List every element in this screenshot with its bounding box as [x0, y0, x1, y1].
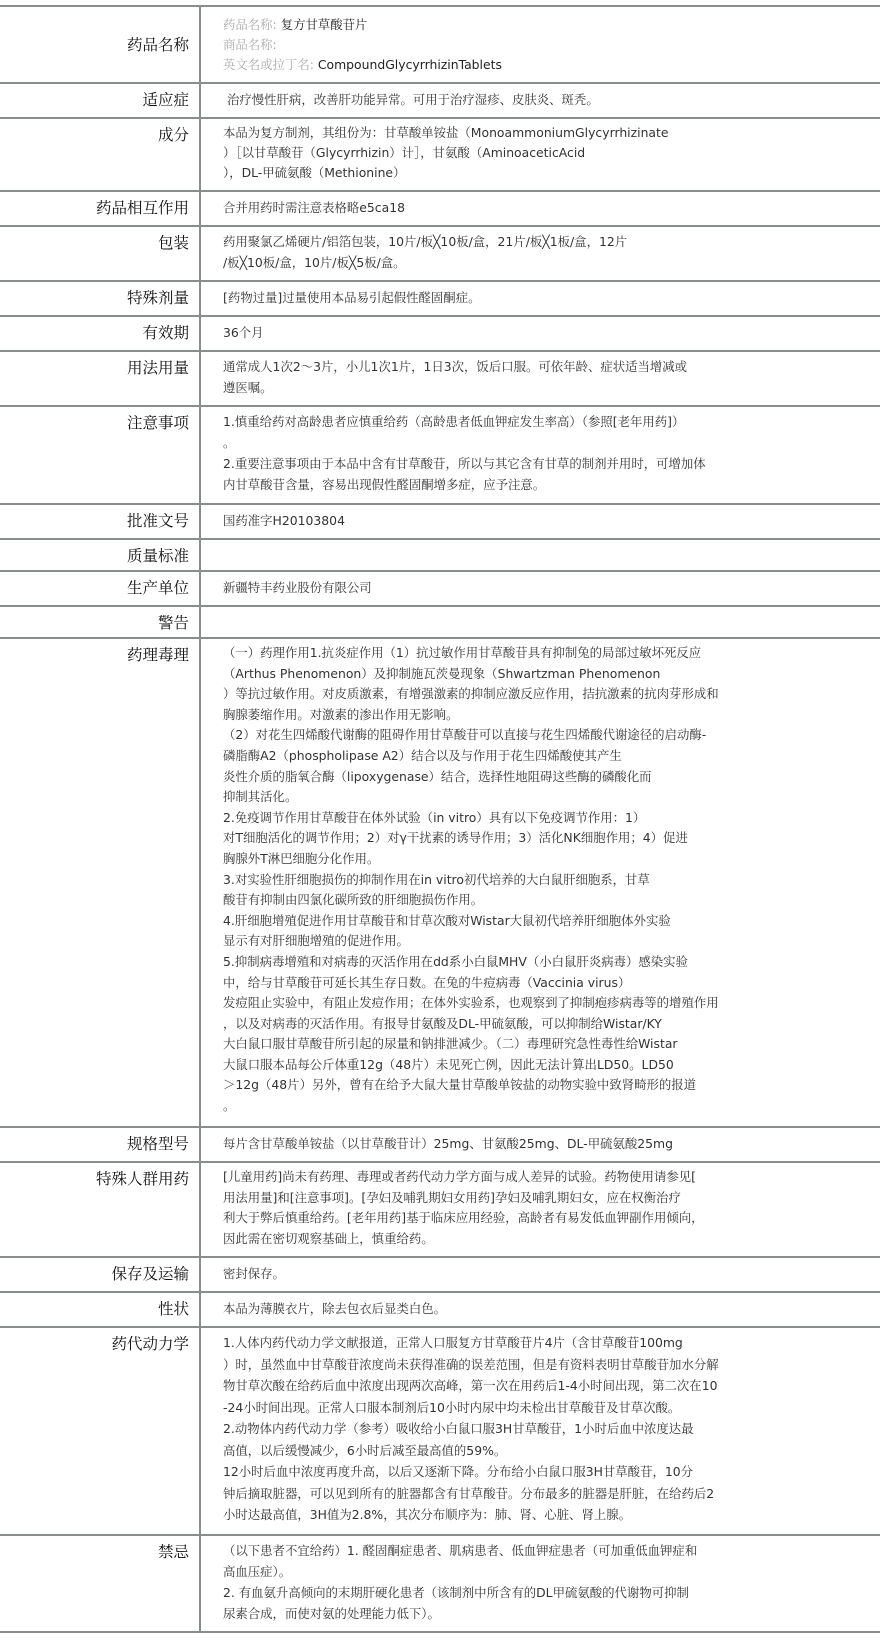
contraindications-line: 高血压症）。 [223, 1564, 292, 1579]
indication-line: 治疗慢性肝病，改善肝功能异常。可用于治疗湿疹、皮肤炎、斑秃。 [227, 92, 599, 107]
label-quality: 质量标准 [0, 539, 200, 571]
row-ingredients [0, 118, 880, 191]
pharmacology-line: 3.对实验性肝细胞损伤的抑制作用在in vitro初代培养的大白鼠肝细胞系，甘草 [223, 871, 650, 887]
approval-line: 国药准字H20103804 [223, 513, 345, 528]
value-pharmacology [200, 638, 880, 1127]
pharmacology-line: 中，给与甘草酸苷可延长其生存日数。在兔的牛痘病毒（Vaccinia virus） [223, 974, 631, 990]
pharmacology-line: 胸腺外T淋巴细胞分化作用。 [223, 850, 380, 866]
pharmacology-line: ）等抗过敏作用。对皮质激素，有增强激素的抑制应激反应作用，拮抗激素的抗肉芽形成和 [223, 686, 719, 702]
ingredients-line: 本品为复方制剂，其组份为：甘草酸单铵盐（MonoammoniumGlycyrrhizinate [223, 125, 669, 140]
row-warning [0, 606, 880, 638]
pharmacology-line: ，以及对病毒的灭活作用。有报导甘氨酸及DL-甲硫氨酸，可以抑制给Wistar/KY [223, 1015, 662, 1031]
manufacturer-line: 新疆特丰药业股份有限公司 [223, 580, 372, 595]
value-storage [200, 1257, 880, 1292]
label-dosage: 用法用量 [0, 351, 200, 406]
contraindications-line: （以下患者不宜给药）1. 醛固酮症患者、肌病患者、低血钾症患者（可加重低血钾症和 [223, 1543, 698, 1558]
pharmacokinetics-line: 高值，以后缓慢减少，6小时后减至最高值的59%。 [223, 1442, 507, 1458]
row-precautions [0, 406, 880, 504]
pharmacokinetics-line: 12小时后血中浓度再度升高，以后又逐渐下降。分布给小白鼠口服3H甘草酸苷，10分 [223, 1464, 694, 1479]
pharmacokinetics-line: 1.人体内药代动力学文献报道，正常人口服复方甘草酸苷片4片（含甘草酸苷100mg [223, 1335, 683, 1350]
appearance-line: 本品为薄膜衣片，除去包衣后显类白色。 [223, 1301, 447, 1316]
label-approval: 批准文号 [0, 504, 200, 539]
packaging-line: /板╳10板/盒，10片/板╳5板/盒。 [223, 255, 406, 270]
pharmacology-line: 炎性介质的脂氧合酶（lipoxygenase）结合，选择性地阻碍这些酶的磷酸化而 [223, 768, 652, 784]
value-appearance [200, 1292, 880, 1327]
label-spec: 规格型号 [0, 1127, 200, 1162]
value-precautions [200, 406, 880, 504]
pharmacokinetics-line: -24小时间出现。正常人口服本制剂后10小时内尿中均未检出甘草酸苷及甘草次酸。 [223, 1399, 681, 1415]
pharmacology-line: 对T细胞活化的调节作用；2）对γ干扰素的诱导作用；3）活化NK细胞作用；4）促进 [223, 830, 688, 846]
special-population-line: 因此需在密切观察基础上，慎重给药。 [223, 1230, 434, 1246]
value-warning [200, 606, 880, 638]
row-packaging [0, 226, 880, 281]
row-drug-name [0, 6, 880, 83]
special-population-line: 用法用量]和[注意事项]。[孕妇及哺乳期妇女用药]孕妇及哺乳期妇女，应在权衡治疗 [223, 1189, 681, 1205]
pharmacokinetics-line: 小时达最高值，3H值为2.8%，其次分布顺序为：肺、肾、心脏、肾上腺。 [223, 1507, 632, 1522]
row-contraindications [0, 1535, 880, 1632]
spec-line: 每片含甘草酸单铵盐（以甘草酸苷计）25mg、甘氨酸25mg、DL-甲硫氨酸25mg [223, 1136, 673, 1151]
row-approval [0, 504, 880, 539]
pharmacology-line: 。 [223, 1098, 236, 1114]
value-indication [200, 83, 880, 118]
value-interactions [200, 191, 880, 226]
label-appearance: 性状 [0, 1292, 200, 1327]
value-special-dose [200, 281, 880, 316]
dosage-line: 通常成人1次2～3片，小儿1次1片，1日3次，饭后口服。可依年龄、症状适当增减或 [223, 359, 688, 374]
value-ingredients [200, 118, 880, 191]
row-indication [0, 83, 880, 118]
pharmacology-line: 大鼠口服本品每公斤体重12g（48片）未见死亡例，因此无法计算出LD50。LD50 [223, 1056, 674, 1072]
value-manufacturer [200, 571, 880, 606]
row-appearance [0, 1292, 880, 1327]
special-population-line: 利大于弊后慎重给药。[老年用药]基于临床应用经验，高龄者有易发低血钾副作用倾向， [223, 1210, 704, 1225]
precautions-line: 内甘草酸苷含量，容易出现假性醛固酮增多症，应予注意。 [223, 477, 546, 492]
row-special-population [0, 1162, 880, 1257]
pharmacology-line: ＞12g（48片）另外，曾有在给予大鼠大量甘草酸单铵盐的动物实验中致肾畸形的报道 [223, 1077, 697, 1093]
generic-name-value: 复方甘草酸苷片 [280, 17, 368, 32]
row-manufacturer [0, 571, 880, 606]
pharmacology-line: （2）对花生四烯酸代谢酶的阻碍作用甘草酸苷可以直接与花生四烯酸代谢途径的启动酶- [223, 727, 707, 743]
value-dosage [200, 351, 880, 406]
value-spec [200, 1127, 880, 1162]
value-quality [200, 539, 880, 571]
pharmacology-line: 4.肝细胞增殖促进作用甘草酸苷和甘草次酸对Wistar大鼠初代培养肝细胞体外实验 [223, 912, 671, 928]
value-approval [200, 504, 880, 539]
pharmacology-line: 酸苷有抑制由四氯化碳所致的肝细胞损伤作用。 [223, 892, 484, 908]
row-pharmacology [0, 638, 880, 1127]
pharmacokinetics-line: ）时，虽然血中甘草酸苷浓度尚未获得准确的误差范围，但是有资料表明甘草酸苷加水分解 [223, 1356, 719, 1372]
ingredients-line: ）［以甘草酸苷（Glycyrrhizin）计］，甘氨酸（AminoaceticAcid [223, 145, 586, 160]
value-drug-name [200, 6, 880, 83]
label-ingredients: 成分 [0, 118, 200, 191]
row-dosage [0, 351, 880, 406]
pharmacology-line: （一）药理作用1.抗炎症作用（1）抗过敏作用甘草酸苷具有抑制兔的局部过敏坏死反应 [223, 645, 702, 660]
pharmacology-line: （Arthus Phenomenon）及抑制施瓦茨曼现象（Shwartzman Phenomenon [223, 665, 661, 681]
row-spec [0, 1127, 880, 1162]
pharmacology-line: 抑制其活化。 [223, 789, 298, 805]
special-dose-line: [药物过量]过量使用本品易引起假性醛固酮症。 [223, 290, 481, 305]
pharmacology-line: 5.抑制病毒增殖和对病毒的灭活作用在dd系小白鼠MHV（小白鼠肝炎病毒）感染实验 [223, 953, 688, 969]
label-manufacturer: 生产单位 [0, 571, 200, 606]
validity-line: 36个月 [223, 325, 264, 340]
generic-name-label: 药品名称: [223, 17, 277, 32]
label-interactions: 药品相互作用 [0, 191, 200, 226]
label-contraindications: 禁忌 [0, 1535, 200, 1632]
pharmacology-line: 显示有对肝细胞增殖的促进作用。 [223, 933, 409, 949]
value-special-population [200, 1162, 880, 1257]
interactions-line: 合并用药时需注意表格略e5ca18 [223, 200, 405, 215]
english-name-value: CompoundGlycyrrhizinTablets [317, 57, 502, 72]
dosage-line: 遵医嘱。 [223, 380, 273, 395]
storage-line: 密封保存。 [223, 1266, 285, 1281]
label-pharmacology: 药理毒理 [0, 638, 200, 1127]
precautions-line: 。 [223, 435, 236, 450]
value-contraindications [200, 1535, 880, 1632]
label-pharmacokinetics: 药代动力学 [0, 1327, 200, 1535]
packaging-line: 药用聚氯乙烯硬片/铝箔包装，10片/板╳10板/盒，21片/板╳1板/盒，12片 [223, 234, 628, 249]
label-packaging: 包装 [0, 226, 200, 281]
value-pharmacokinetics [200, 1327, 880, 1535]
label-warning: 警告 [0, 606, 200, 638]
pharmacology-line: 2.免疫调节作用甘草酸苷在体外试验（in vitro）具有以下免疫调节作用：1） [223, 809, 646, 825]
label-special-dose: 特殊剂量 [0, 281, 200, 316]
label-indication: 适应症 [0, 83, 200, 118]
special-population-line: [儿童用药]尚未有药理、毒理或者药代动力学方面与成人差异的试验。药物使用请参见[ [223, 1169, 696, 1184]
label-storage: 保存及运输 [0, 1257, 200, 1292]
label-drug-name: 药品名称 [0, 6, 200, 83]
row-special-dose [0, 281, 880, 316]
pharmacology-line: 大白鼠口服甘草酸苷所引起的尿量和钠排泄减少。（二）毒理研究急性毒性给Wistar [223, 1036, 678, 1052]
value-packaging [200, 226, 880, 281]
row-pharmacokinetics [0, 1327, 880, 1535]
contraindications-line: 2. 有血氨升高倾向的末期肝硬化患者（该制剂中所含有的DL甲硫氨酸的代谢物可抑制 [223, 1585, 689, 1600]
pharmacology-line: 磷脂酶A2（phospholipase A2）结合以及与作用于花生四烯酸使其产生 [223, 747, 622, 763]
row-quality [0, 539, 880, 571]
label-validity: 有效期 [0, 316, 200, 351]
contraindications-line: 尿素合成，而使对氨的处理能力低下）。 [223, 1606, 440, 1621]
ingredients-line: ），DL-甲硫氨酸（Methionine） [223, 165, 406, 180]
row-validity [0, 316, 880, 351]
pharmacology-line: 胸腺萎缩作用。对激素的渗出作用无影响。 [223, 706, 459, 722]
pharmacokinetics-line: 2.动物体内药代动力学（参考）吸收给小白鼠口服3H甘草酸苷，1小时后血中浓度达最 [223, 1421, 694, 1436]
label-special-population: 特殊人群用药 [0, 1162, 200, 1257]
pharmacokinetics-line: 钟后摘取脏器，可以见到所有的脏器都含有甘草酸苷。分布最多的脏器是肝脏，在给药后2 [223, 1485, 715, 1501]
pharmacology-line: 发痘阻止实验中，有阻止发痘作用；在体外实验系，也观察到了抑制疱疹病毒等的增殖作用 [223, 995, 719, 1011]
trade-name-label: 商品名称: [223, 37, 277, 52]
precautions-line: 2.重要注意事项由于本品中含有甘草酸苷，所以与其它含有甘草的制剂并用时，可增加体 [223, 456, 706, 471]
english-name-label: 英文名或拉丁名: [223, 57, 314, 72]
value-validity [200, 316, 880, 351]
drug-info-table [0, 5, 880, 1633]
row-storage [0, 1257, 880, 1292]
precautions-line: 1.慎重给药对高龄患者应慎重给药（高龄患者低血钾症发生率高）（参照[老年用药]） [223, 414, 685, 429]
pharmacokinetics-line: 物甘草次酸在给药后血中浓度出现两次高峰，第一次在用药后1-4小时间出现，第二次在10 [223, 1378, 718, 1393]
label-precautions: 注意事项 [0, 406, 200, 504]
row-interactions [0, 191, 880, 226]
